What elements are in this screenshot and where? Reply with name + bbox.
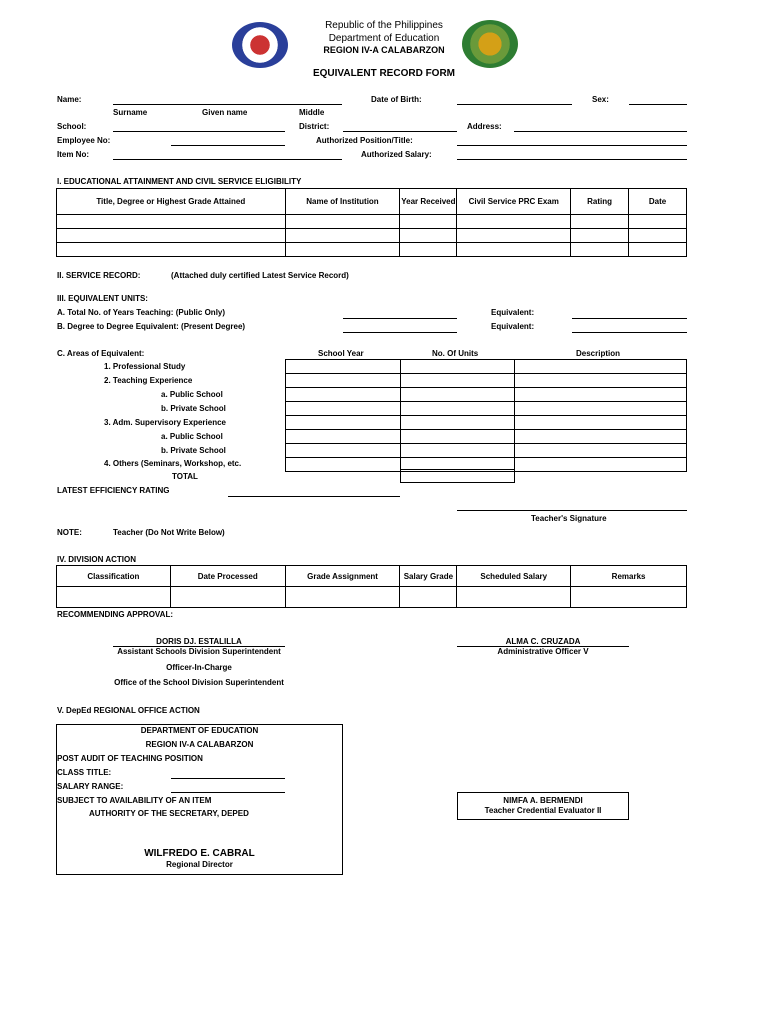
school-field[interactable]: [113, 131, 285, 132]
area-item: b. Private School: [161, 446, 226, 455]
address-label: Address:: [467, 122, 502, 131]
box-line1: DEPARTMENT OF EDUCATION: [140, 726, 259, 735]
signer1-office: Office of the School Division Superintendent: [114, 678, 284, 687]
equivalent-a-field[interactable]: [572, 318, 687, 319]
signer1-title: Assistant Schools Division Superintendent: [117, 647, 281, 656]
salary-label: Authorized Salary:: [361, 150, 432, 159]
area-item: a. Public School: [161, 390, 223, 399]
signature-label: Teacher's Signature: [531, 514, 607, 523]
col-classification: Classification: [57, 566, 171, 587]
area-item: 2. Teaching Experience: [104, 376, 193, 385]
name-label: Name:: [57, 95, 82, 104]
equivalent-a-label: Equivalent:: [491, 308, 535, 317]
total-label: TOTAL: [172, 472, 198, 481]
equivalent-b-label: Equivalent:: [491, 322, 535, 331]
item-label: Item No:: [57, 150, 89, 159]
area-item: 1. Professional Study: [104, 362, 186, 371]
signer2-name: ALMA C. CRUZADA: [457, 637, 629, 647]
employee-label: Employee No:: [57, 136, 111, 145]
table-row: [57, 587, 687, 608]
col-year-received: Year Received: [400, 189, 457, 215]
district-label: District:: [299, 122, 330, 131]
years-teaching-label: A. Total No. of Years Teaching: (Public Only): [57, 308, 226, 317]
position-label: Authorized Position/Title:: [316, 136, 413, 145]
section3-title: III. EQUIVALENT UNITS:: [57, 294, 148, 303]
director-name: WILFREDO E. CABRAL: [144, 848, 255, 859]
class-title-label: CLASS TITLE:: [57, 768, 112, 777]
employee-field[interactable]: [171, 145, 285, 146]
dob-field[interactable]: [457, 104, 572, 105]
dob-label: Date of Birth:: [371, 95, 422, 104]
middle-caption: Middle: [299, 108, 325, 117]
recommending-label: RECOMMENDING APPROVAL:: [57, 610, 173, 619]
sex-field[interactable]: [629, 104, 687, 105]
years-teaching-field[interactable]: [343, 318, 457, 319]
salary-range-label: SALARY RANGE:: [57, 782, 124, 791]
district-field[interactable]: [343, 131, 457, 132]
subject-line: SUBJECT TO AVAILABILITY OF AN ITEM: [57, 796, 212, 805]
col-rating: Rating: [571, 189, 629, 215]
evaluator-title: Teacher Credential Evaluator II: [484, 806, 602, 815]
authority-line: AUTHORITY OF THE SECRETARY, DEPED: [89, 809, 249, 818]
col-date-processed: Date Processed: [170, 566, 285, 587]
area-item: 4. Others (Seminars, Workshop, etc.: [104, 459, 242, 468]
table-row: [57, 215, 687, 229]
surname-caption: Surname: [113, 108, 148, 117]
areas-table: [285, 359, 687, 472]
education-table: [56, 188, 687, 257]
box-line3: POST AUDIT OF TEACHING POSITION: [57, 754, 203, 763]
item-field[interactable]: [113, 159, 342, 160]
signer2-title: Administrative Officer V: [497, 647, 589, 656]
address-field[interactable]: [514, 131, 687, 132]
col-date: Date: [629, 189, 687, 215]
given-name-caption: Given name: [202, 108, 248, 117]
col-grade-assignment: Grade Assignment: [285, 566, 400, 587]
note-label: NOTE:: [57, 528, 82, 537]
section2-title: II. SERVICE RECORD:: [57, 271, 141, 280]
header-department: Department of Education: [328, 33, 440, 44]
signer1-name: DORIS DJ. ESTALILLA: [113, 637, 285, 647]
area-item: a. Public School: [161, 432, 223, 441]
col-institution: Name of Institution: [285, 189, 400, 215]
degree-equivalent-label: B. Degree to Degree Equivalent: (Present Degree): [57, 322, 246, 331]
area-item: 3. Adm. Supervisory Experience: [104, 418, 226, 427]
col-title-degree: Title, Degree or Highest Grade Attained: [57, 189, 286, 215]
section1-title: I. EDUCATIONAL ATTAINMENT AND CIVIL SERVICE ELIGIBILITY: [57, 177, 302, 186]
header-republic: Republic of the Philippines: [325, 20, 443, 31]
col-units: No. Of Units: [432, 349, 479, 358]
total-units-cell[interactable]: [400, 469, 515, 483]
form-title: EQUIVALENT RECORD FORM: [312, 68, 456, 79]
name-field[interactable]: [113, 104, 342, 105]
efficiency-label: LATEST EFFICIENCY RATING: [57, 486, 170, 495]
division-action-table: [56, 565, 687, 608]
box-line2: REGION IV-A CALABARZON: [145, 740, 254, 749]
col-prc-exam: Civil Service PRC Exam: [457, 189, 571, 215]
col-school-year: School Year: [318, 349, 364, 358]
equivalent-b-field[interactable]: [572, 332, 687, 333]
salary-field[interactable]: [457, 159, 687, 160]
areas-label: C. Areas of Equivalent:: [57, 349, 145, 358]
section5-title: V. DepEd REGIONAL OFFICE ACTION: [57, 706, 200, 715]
section2-note: (Attached duly certified Latest Service Record): [171, 271, 349, 280]
class-title-field[interactable]: [171, 778, 285, 779]
section4-title: IV. DIVISION ACTION: [57, 555, 136, 564]
position-field[interactable]: [457, 145, 687, 146]
efficiency-field[interactable]: [228, 496, 400, 497]
col-remarks: Remarks: [571, 566, 687, 587]
table-row: [57, 229, 687, 243]
degree-equivalent-field[interactable]: [343, 332, 457, 333]
table-row: [57, 243, 687, 257]
col-salary-grade: Salary Grade: [400, 566, 457, 587]
signature-line[interactable]: [457, 510, 687, 511]
director-title: Regional Director: [166, 860, 233, 869]
header-region: REGION IV-A CALABARZON: [323, 45, 445, 55]
school-label: School:: [57, 122, 87, 131]
evaluator-name: NIMFA A. BERMENDI: [503, 796, 583, 805]
note-text: Teacher (Do Not Write Below): [113, 528, 225, 537]
col-description: Description: [576, 349, 621, 358]
signer1-oic: Officer-In-Charge: [166, 663, 232, 672]
sex-label: Sex:: [592, 95, 609, 104]
col-scheduled-salary: Scheduled Salary: [457, 566, 571, 587]
salary-range-field[interactable]: [171, 792, 285, 793]
area-item: b. Private School: [161, 404, 226, 413]
